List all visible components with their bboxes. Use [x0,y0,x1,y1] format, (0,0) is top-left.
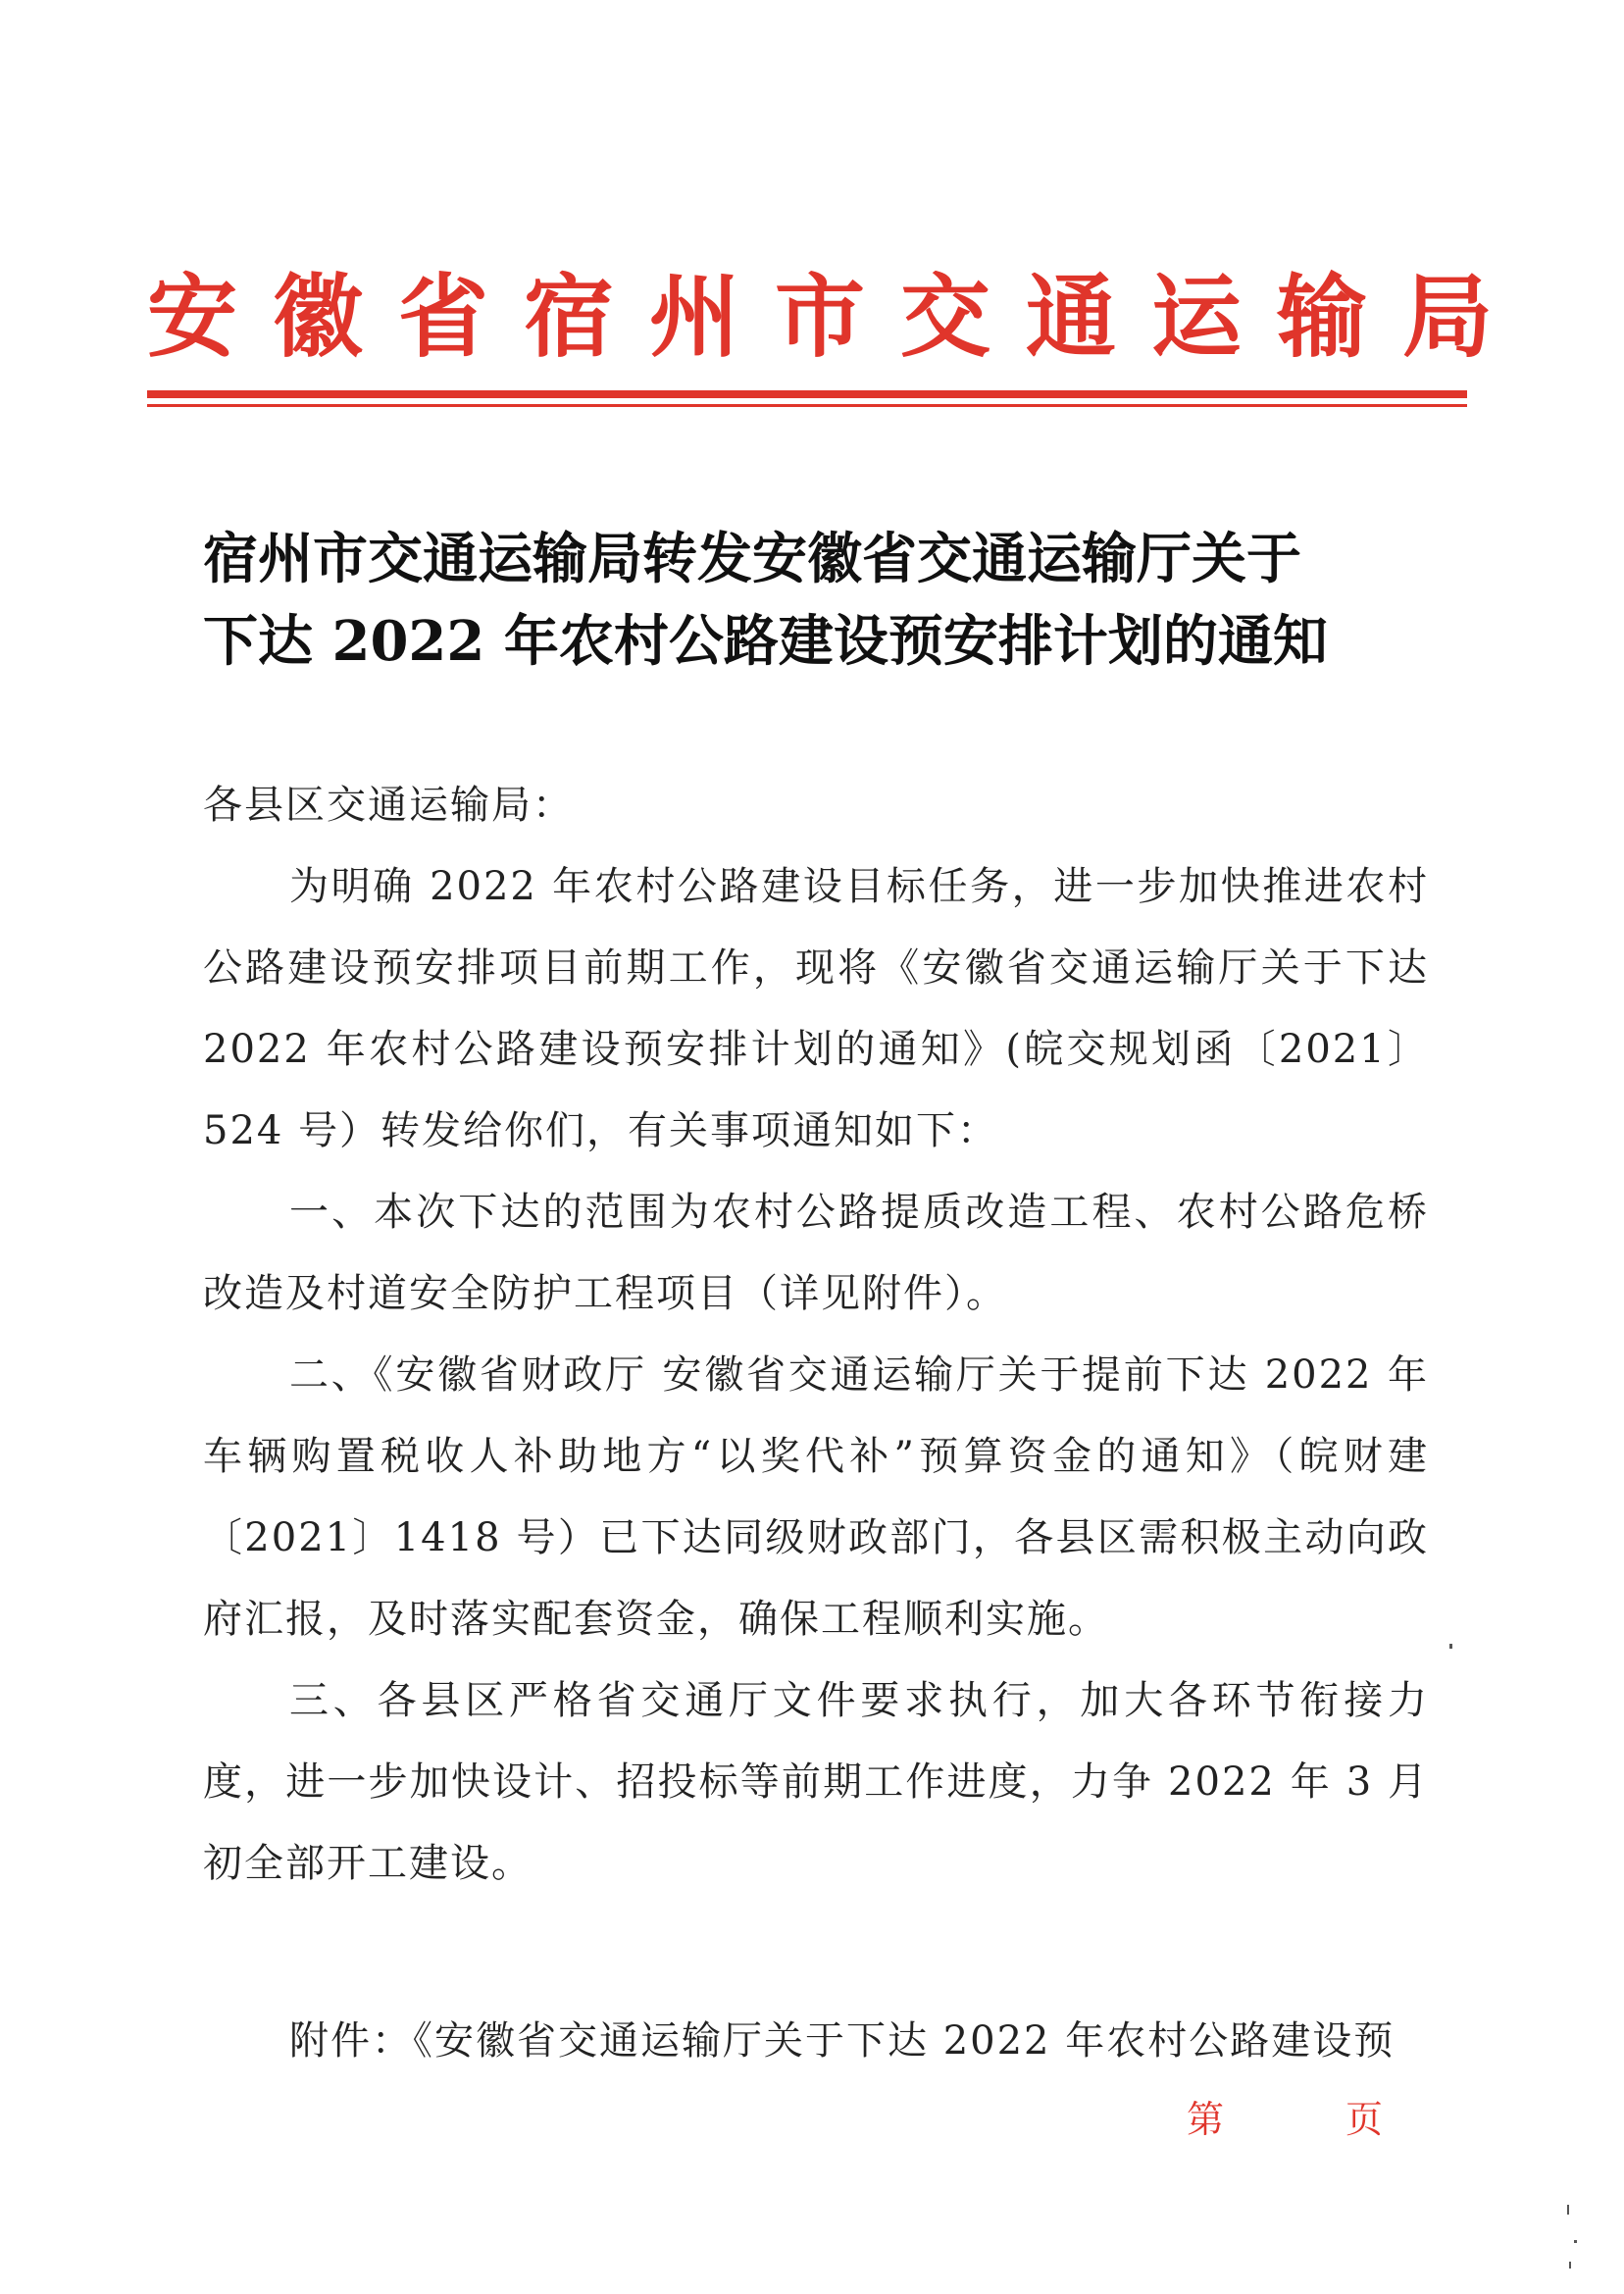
document-body [203,765,1429,1905]
salutation: 各县区交通运输局： [203,783,574,828]
scan-speck [1569,2262,1571,2269]
document-title [203,518,1439,683]
body-paragraph-item-1: 一、本次下达的范围为农村公路提质改造工程、农村公路危桥改造及村道安全防护工程项目（详见附件）。 [203,1190,1429,1316]
scan-speck [1567,2205,1569,2215]
body-paragraph-intro: 为明确 2022 年农村公路建设目标任务，进一步加快推进农村公路建设预安排项目前期工作，现将《安徽省交通运输厅关于下达 2022 年农村公路建设预安排计划的通知》(皖交规划函〔2021〕524 号）转发给你们，有关事项通知如下： [203,864,1429,1153]
scan-speck [1574,2240,1577,2243]
scan-speck [1449,1644,1452,1649]
page-number-suffix: 页 [1345,2098,1384,2141]
document-title-line-1: 宿州市交通运输局转发安徽省交通运输厅关于 [203,527,1301,591]
document-title-line-2: 下达 2022 年农村公路建设预安排计划的通知 [203,609,1328,674]
letterhead-red-rule-thin [147,404,1467,407]
letterhead-red-rule [147,390,1467,398]
body-paragraph-item-2: 二、《安徽省财政厅 安徽省交通运输厅关于提前下达 2022 年车辆购置税收人补助地方“以奖代补”预算资金的通知》（皖财建〔2021〕1418 号）已下达同级财政部门，各县区需积极主动向政府汇报，及时落实配套资金，确保工程顺利实施。 [203,1352,1429,1642]
body-paragraph-item-3: 三、各县区严格省交通厅文件要求执行，加大各环节衔接力度，进一步加快设计、招投标等前期工作进度，力争 2022 年 3 月初全部开工建设。 [203,1678,1429,1886]
attachment-line: 附件：《安徽省交通运输厅关于下达 2022 年农村公路建设预 [289,2018,1396,2064]
letterhead-issuer: 安徽省宿州市交通运输局 [147,264,1529,370]
page-number-prefix: 第 [1187,2098,1225,2141]
